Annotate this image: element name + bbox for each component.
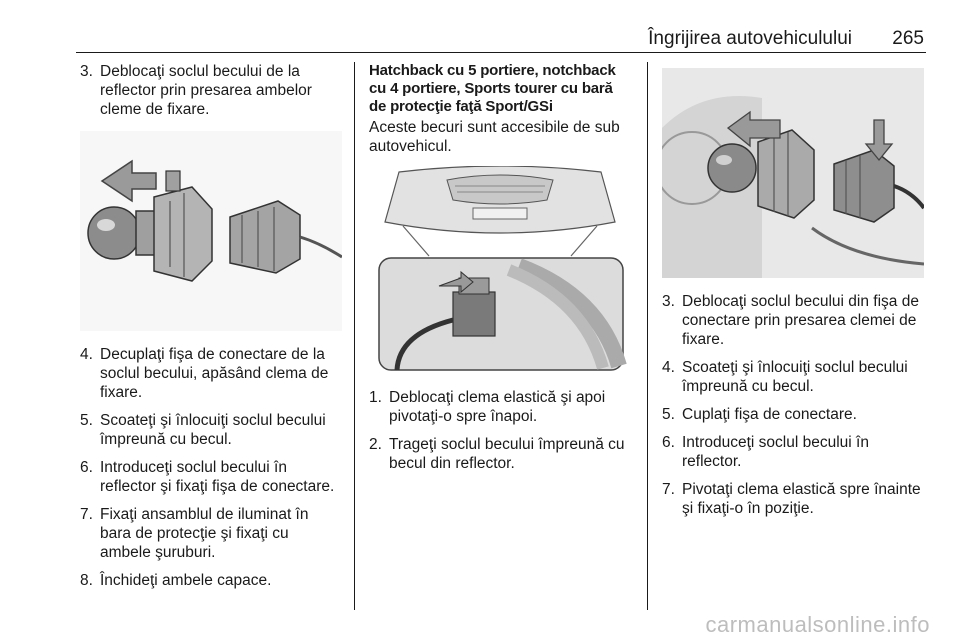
step-text: Pivotaţi clema elastică spre înainte şi fixaţi-o în poziţie. [682, 481, 921, 517]
step-text: Trageţi soclul becului împreună cu becul din reflector. [389, 436, 625, 472]
connector-shape [834, 150, 894, 222]
step-number: 4. [662, 359, 675, 376]
step-number: 2. [369, 436, 382, 453]
connector-shape [453, 292, 495, 336]
column-divider-1 [354, 62, 355, 610]
steps-list [662, 292, 926, 518]
step-number: 5. [662, 406, 675, 423]
column-divider-2 [647, 62, 648, 610]
step-text: Deblocaţi clema elastică şi apoi pivotaţi-o spre înapoi. [389, 389, 606, 425]
step-text: Scoateţi şi înlocuiţi soclul becului împreună cu becul. [100, 412, 326, 448]
step-text: Scoateţi şi înlocuiţi soclul becului împreună cu becul. [682, 359, 908, 395]
steps-list-a [80, 62, 342, 119]
step-number: 7. [80, 506, 93, 523]
step-item [80, 505, 342, 562]
step-text: Decuplaţi fişa de conectare de la soclul becului, apăsând clema de fixare. [100, 346, 329, 401]
page-header [76, 18, 926, 53]
step-text: Fixaţi ansamblul de iluminat în bara de protecţie şi fixaţi cu ambele şuruburi. [100, 506, 309, 561]
steps-list-b [80, 345, 342, 590]
grille-shape [447, 175, 553, 204]
step-item [369, 388, 633, 426]
step-text: Introduceţi soclul becului în reflector. [682, 434, 869, 470]
page-number: 265 [892, 28, 924, 49]
step-number: 3. [80, 63, 93, 80]
step-item [662, 405, 926, 424]
bulb-shape [708, 144, 756, 192]
step-number: 3. [662, 293, 675, 310]
step-item [80, 571, 342, 590]
intro-paragraph: Aceste becuri sunt accesibile de sub autovehicul. [369, 119, 620, 155]
bulb-socket-illustration [80, 131, 342, 331]
step-text: Introduceţi soclul becului în reflector şi fixaţi fişa de conectare. [100, 459, 335, 495]
steps-list [369, 388, 633, 473]
step-item [662, 358, 926, 396]
step-text: Deblocaţi soclul becului din fişa de conectare prin presarea clemei de fixare. [682, 293, 919, 348]
step-number: 1. [369, 389, 382, 406]
watermark: carmanualsonline.info [705, 612, 930, 637]
step-item [369, 435, 633, 473]
step-number: 6. [662, 434, 675, 451]
step-text: Cuplaţi fişa de conectare. [682, 406, 857, 423]
step-number: 6. [80, 459, 93, 476]
step-number: 8. [80, 572, 93, 589]
step-number: 5. [80, 412, 93, 429]
socket-shape [154, 187, 212, 281]
step-text: Închideţi ambele capace. [100, 572, 272, 589]
column-3 [662, 62, 926, 527]
column-2 [369, 62, 633, 482]
step-item [80, 345, 342, 402]
step-number: 4. [80, 346, 93, 363]
step-item [80, 411, 342, 449]
step-item [662, 292, 926, 349]
socket-connector-illustration [662, 68, 924, 278]
step-item [662, 480, 926, 518]
step-text: Deblocaţi soclul becului de la reflector prin presarea ambelor cleme de fixare. [100, 63, 312, 118]
section-title: Îngrijirea autovehiculului [648, 28, 852, 49]
step-item [80, 62, 342, 119]
step-item [662, 433, 926, 471]
step-item [80, 458, 342, 496]
bulb-shape [88, 207, 140, 259]
step-number: 7. [662, 481, 675, 498]
column-1 [80, 62, 342, 599]
front-bumper-underside-illustration [369, 166, 631, 374]
section-heading: Hatchback cu 5 portiere, notchback cu 4 portiere, Sports tourer cu bară de protecţie faţă Sport/GSi [369, 62, 616, 115]
socket-shape [758, 130, 814, 218]
